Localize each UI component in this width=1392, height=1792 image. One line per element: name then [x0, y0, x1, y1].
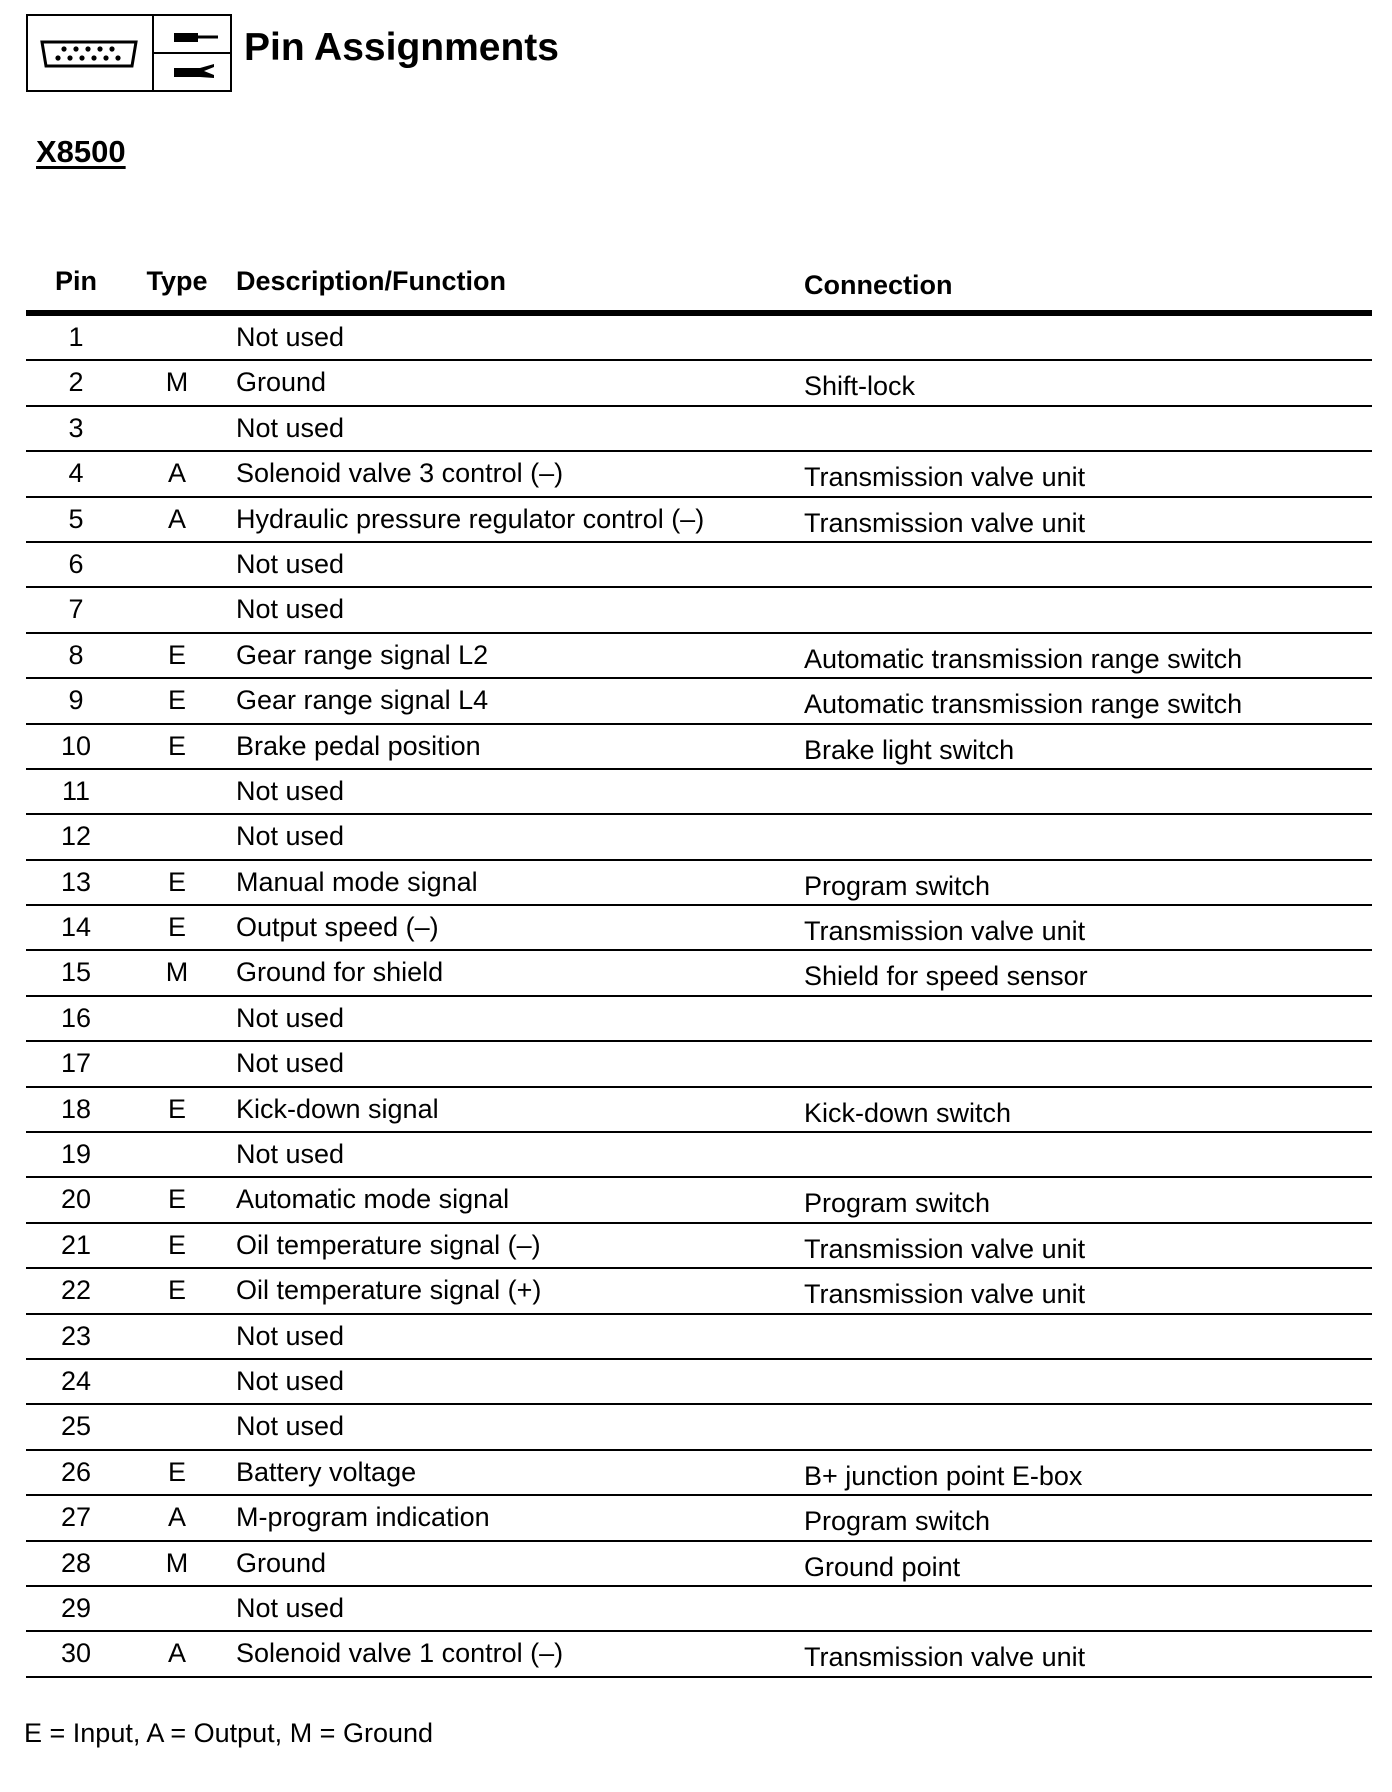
connection-cell: Automatic transmission range switch — [804, 643, 1243, 674]
pin-cell: 14 — [60, 912, 92, 943]
connection-cell: Kick-down switch — [804, 1097, 1012, 1128]
connection-cell: Transmission valve unit — [804, 1233, 1086, 1264]
pin-cell: 27 — [60, 1502, 92, 1533]
type-cell: E — [167, 1184, 186, 1215]
table-row — [26, 1269, 1372, 1314]
pin-cell: 13 — [60, 866, 92, 897]
type-cell: E — [167, 685, 186, 716]
pin-cell: 18 — [60, 1093, 92, 1124]
pin-cell: 7 — [68, 594, 84, 625]
type-cell: E — [167, 912, 186, 943]
table-row — [26, 1632, 1372, 1677]
description-cell: Ground for shield — [236, 957, 444, 988]
connector-icon — [28, 16, 154, 90]
description-cell: Gear range signal L2 — [236, 639, 489, 670]
description-cell: Not used — [236, 1320, 345, 1351]
description-cell: Not used — [236, 1592, 345, 1623]
description-cell: Brake pedal position — [236, 730, 481, 761]
connection-cell: Transmission valve unit — [804, 462, 1086, 493]
description-cell: Manual mode signal — [236, 866, 478, 897]
table-row — [26, 316, 1372, 361]
type-cell: E — [167, 730, 186, 761]
pin-cell: 3 — [68, 412, 84, 443]
pin-cell: 23 — [60, 1320, 92, 1351]
table-row — [26, 1451, 1372, 1496]
pin-cell: 8 — [68, 639, 84, 670]
type-cell: E — [167, 1229, 186, 1260]
description-cell: Not used — [236, 322, 345, 352]
type-cell: M — [165, 367, 189, 398]
description-cell: Ground — [236, 1547, 327, 1578]
pin-cell: 2 — [68, 367, 84, 398]
pin-cell: 25 — [60, 1411, 92, 1442]
connection-cell: Shift-lock — [804, 371, 916, 402]
connection-cell: Automatic transmission range switch — [804, 689, 1243, 720]
table-row — [26, 1542, 1372, 1587]
connector-id: X8500 — [36, 134, 126, 169]
table-row — [26, 997, 1372, 1042]
page-title: Pin Assignments — [244, 26, 559, 69]
connection-cell: Program switch — [804, 1506, 991, 1537]
type-cell: A — [167, 503, 186, 534]
table-row — [26, 407, 1372, 452]
pin-cell: 30 — [60, 1638, 92, 1669]
type-cell: E — [167, 1275, 186, 1306]
table-row — [26, 1133, 1372, 1178]
table-row — [26, 1496, 1372, 1541]
description-cell: Not used — [236, 412, 345, 443]
type-cell: M — [165, 1547, 189, 1578]
type-cell: E — [167, 866, 186, 897]
description-cell: Solenoid valve 3 control (–) — [236, 458, 564, 489]
description-cell: M-program indication — [236, 1502, 490, 1533]
pin-cell: 19 — [60, 1139, 92, 1170]
header-icon-box — [26, 14, 232, 92]
table-row — [26, 498, 1372, 543]
description-cell: Hydraulic pressure regulator control (–) — [236, 503, 705, 534]
description-cell: Not used — [236, 1048, 345, 1079]
connection-cell: Shield for speed sensor — [804, 961, 1088, 992]
table-row — [26, 861, 1372, 906]
pin-cell: 21 — [60, 1229, 92, 1260]
table-row — [26, 543, 1372, 588]
description-cell: Solenoid valve 1 control (–) — [236, 1638, 564, 1669]
type-legend: E = Input, A = Output, M = Ground — [24, 1718, 434, 1748]
description-cell: Not used — [236, 775, 345, 806]
connection-cell: Ground point — [804, 1551, 961, 1582]
pin-cell: 1 — [68, 322, 84, 352]
description-cell: Not used — [236, 594, 345, 625]
pin-cell: 24 — [60, 1365, 92, 1396]
connection-cell: Transmission valve unit — [804, 1279, 1086, 1310]
column-header-description: Description/Function — [236, 266, 506, 296]
table-row — [26, 815, 1372, 860]
description-cell: Oil temperature signal (+) — [236, 1275, 542, 1306]
connection-cell: Program switch — [804, 870, 991, 901]
description-cell: Automatic mode signal — [236, 1184, 510, 1215]
table-row — [26, 770, 1372, 815]
table-row — [26, 1224, 1372, 1269]
pin-cell: 4 — [68, 458, 84, 489]
description-cell: Not used — [236, 1411, 345, 1442]
description-cell: Kick-down signal — [236, 1093, 439, 1124]
type-cell: A — [167, 1638, 186, 1669]
description-cell: Ground — [236, 367, 327, 398]
pin-cell: 10 — [60, 730, 92, 761]
connection-cell: Program switch — [804, 1188, 991, 1219]
pin-cell: 16 — [60, 1002, 92, 1033]
table-header — [26, 260, 1372, 316]
description-cell: Not used — [236, 821, 345, 852]
pin-cell: 5 — [68, 503, 84, 534]
type-cell: E — [167, 1093, 186, 1124]
pin-cell: 11 — [61, 775, 91, 806]
pin-cell: 12 — [60, 821, 92, 852]
table-row — [26, 361, 1372, 406]
pin-cell: 15 — [60, 957, 92, 988]
pin-cell: 29 — [60, 1592, 92, 1623]
table-row — [26, 588, 1372, 633]
pin-cell: 6 — [68, 548, 84, 579]
pin-cell: 22 — [60, 1275, 92, 1306]
table-row — [26, 1088, 1372, 1133]
connection-cell: Brake light switch — [804, 734, 1015, 765]
table-row — [26, 1042, 1372, 1087]
connection-cell: Transmission valve unit — [804, 507, 1086, 538]
description-cell: Oil temperature signal (–) — [236, 1229, 541, 1260]
description-cell: Not used — [236, 1365, 345, 1396]
table-body — [26, 316, 1372, 1678]
table-row — [26, 951, 1372, 996]
pin-cell: 17 — [60, 1048, 92, 1079]
type-cell: A — [167, 458, 186, 489]
pin-cell: 26 — [60, 1456, 92, 1487]
description-cell: Battery voltage — [236, 1456, 417, 1487]
description-cell: Gear range signal L4 — [236, 685, 489, 716]
description-cell: Not used — [236, 548, 345, 579]
pin-table — [26, 260, 1372, 1678]
column-header-pin: Pin — [54, 266, 97, 296]
table-row — [26, 1360, 1372, 1405]
connection-cell: Transmission valve unit — [804, 1642, 1086, 1673]
description-cell: Not used — [236, 1139, 345, 1170]
pin-cell: 28 — [60, 1547, 92, 1578]
pin-tool-icon — [154, 16, 230, 90]
description-cell: Output speed (–) — [236, 912, 439, 943]
table-row — [26, 1587, 1372, 1632]
table-row — [26, 1178, 1372, 1223]
type-cell: M — [165, 957, 189, 988]
page-header — [26, 12, 232, 94]
connection-cell: B+ junction point E-box — [804, 1460, 1083, 1491]
column-header-connection: Connection — [804, 270, 953, 300]
table-row — [26, 1405, 1372, 1450]
table-row — [26, 725, 1372, 770]
pin-cell: 20 — [60, 1184, 92, 1215]
table-row — [26, 452, 1372, 497]
description-cell: Not used — [236, 1002, 345, 1033]
table-row — [26, 679, 1372, 724]
pin-cell: 9 — [68, 685, 84, 716]
type-cell: E — [167, 1456, 186, 1487]
table-row — [26, 634, 1372, 679]
type-cell: A — [167, 1502, 186, 1533]
connection-cell: Transmission valve unit — [804, 916, 1086, 947]
type-cell: E — [167, 639, 186, 670]
column-header-type: Type — [146, 266, 208, 296]
table-row — [26, 1315, 1372, 1360]
table-row — [26, 906, 1372, 951]
